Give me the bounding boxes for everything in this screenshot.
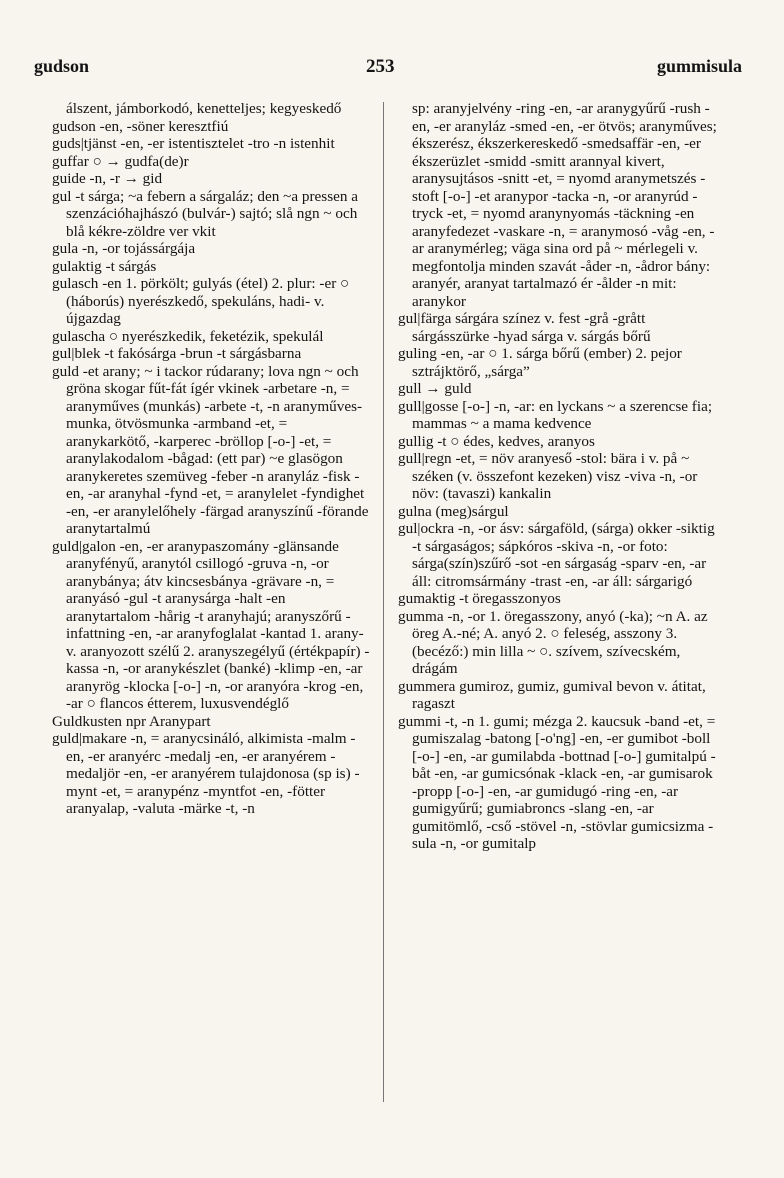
dictionary-entry: gul|blek -t fakósárga -brun -t sárgásbarna: [52, 345, 302, 362]
dictionary-entry: guide -n, -r → gid: [52, 170, 163, 187]
dictionary-entry: gulasch -en 1. pörkölt; gulyás (étel) 2. plur: -er ○ (háborús) nyerészkedő, spekuláns, hadi- v. újgazdag: [52, 275, 350, 327]
right-guide-word: gummisula: [656, 56, 742, 76]
page-header: [34, 56, 742, 84]
dictionary-entry: guld|galon -en, -er aranypaszomány -glänsande aranyfényű, aranytól csillogó -gruva -n, -or aranybánya; átv kincsesbánya -grävare -n, = aranyásó -gul -t aranysárga -halt -en aranytartalom -hårig -t aranyhajú; aranyszőrű -infattning -en, -ar aranyfoglalat -kantad 1. arany- v. aranyozott szélű 2. aranyszegélyű (értékpapír) -kassa -n, -or aranykészlet (banké) -klimp -en, -ar aranyrög -klocka [-o-] -n, -or aranyóra -krog -en, -ar ○ flancos étterem, luxusvendéglő: [52, 537, 370, 712]
left-column: [52, 100, 370, 818]
dictionary-entry: guld|makare -n, = aranycsináló, alkimista -malm -en, -er aranyérc -medalj -en, -er aranyérem -medaljör -en, -er aranyérem tulajdonosa (sp is) -mynt -et, = aranypénz -myntfot -en, -fötter aranyalap, -valuta -märke -t, -n: [52, 730, 360, 817]
dictionary-entry: álszent, jámborkodó, kenetteljes; kegyeskedő: [66, 100, 342, 117]
dictionary-entry: gul|ockra -n, -or ásv: sárgaföld, (sárga) okker -siktig -t sárgaságos; sápkóros -skiva -n, -or foto: sárga(szín)szűrő -sot -en sárgaság -sparv -en, -ar áll: citromsármány -trast -en, -ar áll: sárgarigó: [398, 520, 715, 590]
dictionary-entry: guling -en, -ar ○ 1. sárga bőrű (ember) 2. pejor sztrájktörő, „sárga”: [398, 345, 682, 380]
dictionary-entry: Guldkusten npr Aranypart: [52, 712, 211, 730]
dictionary-entry: sp: aranyjelvény -ring -en, -ar aranygyűrű -rush -en, -er aranyláz -smed -en, -er ötvös; aranyműves; ékszerész, ékszerkereskedő -smedsaffär -en, -er ékszerüzlet -smidd -smitt arannyal kivert, aranysujtásos -snitt -et, = nyomd aranymetszés -stoft [-o-] -et aranypor -tacka -n, -or aranyrúd -tryck -et, = nyomd aranynyomás -täckning -en aranyfedezet -vaskare -n, = aranymosó -våg -en, -ar aranymérleg; väga sina ord på ~ mérlegeli v. megfontolja minden szavát -åder -n, -ådror bány: aranyér, aranyat tartalmazó ér -ålder -n mit: aranykor: [412, 100, 717, 310]
dictionary-entry: guld -et arany; ~ i tackor rúdarany; lova ngn ~ och gröna skogar fűt-fát ígér vkinek -arbetare -n, = aranyműves (munkás) -arbete -t, -n aranyműves-munka, ötvösmunka -armband -et, = aranykarkötő, -karperec -bröllop [-o-] -et, = aranylakodalom -bågad: (ett par) ~e glasögon aranykeretes szemüveg -feber -n aranyláz -fisk -en, -ar aranyhal -fynd -et, = aranylelet -fyndighet -en, -er aranylelőhely -färgad aranyszínű -förande aranytartalmú: [52, 362, 369, 537]
dictionary-entry: gumaktig -t öregasszonyos: [398, 590, 561, 607]
dictionary-entry: gulascha ○ nyerészkedik, feketézik, spekulál: [52, 327, 324, 345]
dictionary-entry: gullig -t ○ édes, kedves, aranyos: [398, 432, 595, 450]
page-number: 253: [366, 56, 395, 77]
dictionary-entry: guffar ○ → gudfa(de)r: [52, 152, 189, 170]
dictionary-entry: guds|tjänst -en, -er istentisztelet -tro -n istenhit: [52, 135, 335, 152]
dictionary-entry: gul|färga sárgára színez v. fest -grå -grått sárgásszürke -hyad sárga v. sárgás bőrű: [398, 310, 651, 345]
dictionary-entry: gummi -t, -n 1. gumi; mézga 2. kaucsuk -band -et, = gumiszalag -batong [-o'ng] -en, -er gumibot -boll [-o-] -en, -ar gumilabda -bottnad [-o-] gumitalpú -båt -en, -ar gumicsónak -klack -en, -ar gumisarok -propp [-o-] -en, -ar gumidugó -ring -en, -ar gumigyűrű; gumiabroncs -slang -en, -ar gumitömlő, -cső -stövel -n, -stövlar gumicsizma -sula -n, -or gumitalp: [398, 712, 716, 852]
dictionary-entry: gummera gumiroz, gumiz, gumival bevon v. átitat, ragaszt: [398, 677, 706, 712]
dictionary-entry: gull|regn -et, = növ aranyeső -stol: bära i v. på ~ széken (v. összefont kezeken) visz -viva -n, -or növ: (tavaszi) kankalin: [398, 450, 698, 502]
left-guide-word: gudson: [34, 56, 90, 76]
dictionary-entry: gula -n, -or tojássárgája: [52, 240, 196, 257]
dictionary-entry: gumma -n, -or 1. öregasszony, anyó (-ka); ~n A. az öreg A.-né; A. anyó 2. ○ feleség, asszony 3. (becéző:) min lilla ~ ○. szívem, szívecském, drágám: [398, 607, 708, 677]
dictionary-entry: gull|gosse [-o-] -n, -ar: en lyckans ~ a szerencse fia; mammas ~ a mama kedvence: [398, 397, 713, 432]
dictionary-entry: gudson -en, -söner keresztfiú: [52, 117, 229, 135]
dictionary-entry: gull → guld: [398, 380, 472, 397]
right-column: [398, 100, 718, 853]
dictionary-entry: gul -t sárga; ~a febern a sárgaláz; den ~a pressen a szenzációhajhászó (bulvár-) sajtó; slå ngn ~ och blå kékre-zöldre ver vkit: [52, 187, 358, 240]
dictionary-entry: gulna (meg)sárgul: [398, 502, 509, 520]
column-divider: [383, 102, 384, 1102]
dictionary-entry: gulaktig -t sárgás: [52, 257, 157, 275]
